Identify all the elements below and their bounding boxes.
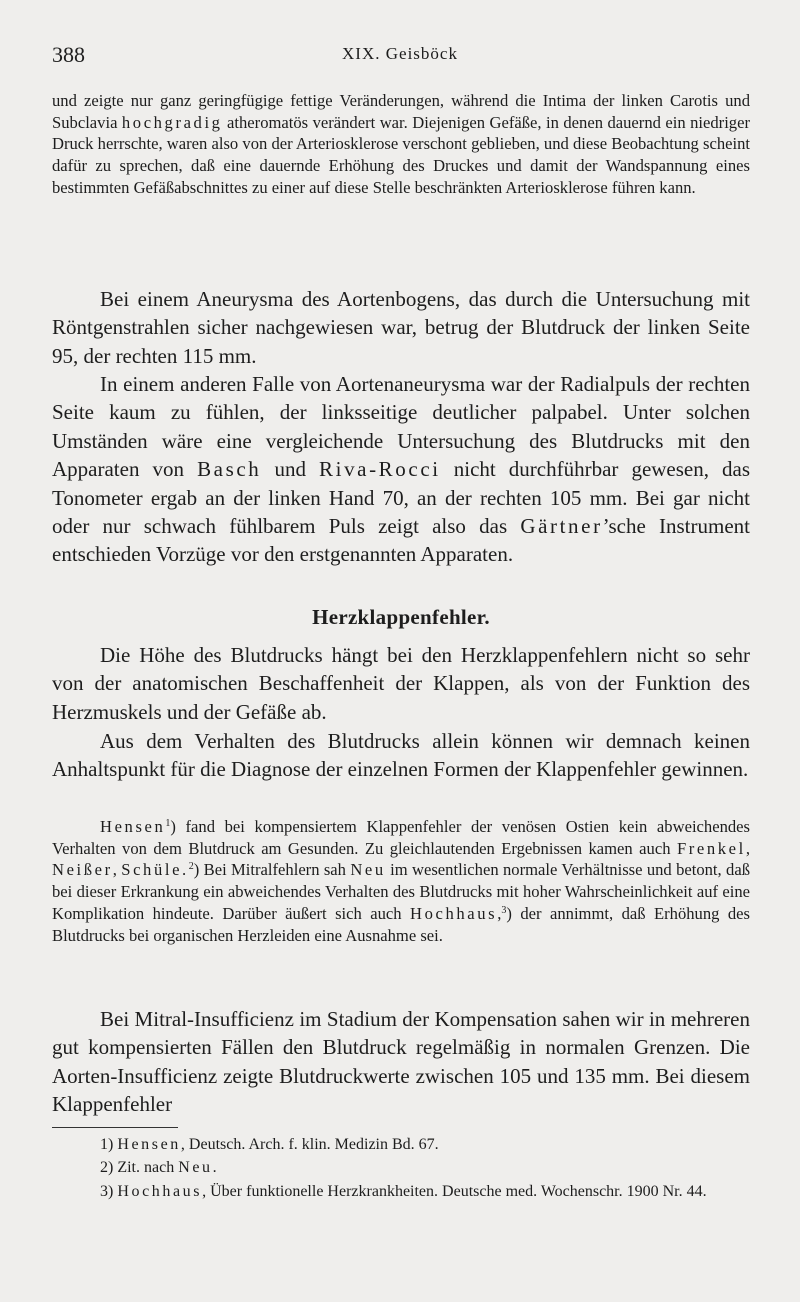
- paragraph-5: Aus dem Verhalten des Blutdrucks allein können wir demnach keinen Anhaltspunkt für die Diagnose der einzelnen Formen der Klappenfehler gewinnen.: [52, 729, 750, 782]
- author-name: Neu: [350, 860, 386, 880]
- author-name: Riva-Rocci: [319, 457, 441, 482]
- author-name: Frenkel: [676, 838, 746, 858]
- author-name: Schüle.: [121, 860, 189, 880]
- running-title: XIX. Geisböck: [342, 44, 458, 63]
- emphasis: hochgradig: [121, 112, 223, 132]
- author-name: Neu: [178, 1159, 213, 1176]
- paragraph-1: und zeigte nur ganz geringfügige fettige Veränderungen, während die Intima der linken Carotis und Subclavia hochgradig atheromatös verändert war. Diejenigen Gefäße, in denen dauernd ein niedriger Druck herrschte, waren also von der Arteriosklerose verschont geblieben, und diese Beobachtung scheint dafür zu sprechen, daß eine dauernde Erhöhung des Druckes und damit der Wandspannung eines bestimmten Gefäßabschnittes zu einer auf diese Stelle beschränkten Arteriosklerose führen kann.: [52, 91, 750, 197]
- paragraph-4: Die Höhe des Blutdrucks hängt bei den Herzklappenfehlern nicht so sehr von der anatomischen Beschaffenheit der Klappen, als von der Funktion des Herzmuskels und der Gefäße ab.: [52, 643, 750, 724]
- paragraph-3: In einem anderen Falle von Aortenaneurysma war der Radialpuls der rechten Seite kaum zu fühlen, der linksseitige deutlicher palpabel. Unter solchen Umständen wäre eine vergleichende Untersuchung des Blutdrucks mit den Apparaten von Basch und Riva-Rocci nicht durchführbar gewesen, das Tonometer ergab an der linken Hand 70, an der rechten 105 mm. Bei gar nicht oder nur schwach fühlbarem Puls zeigt also das Gärtner’sche Instrument entschieden Vorzüge vor den erstgenannten Apparaten.: [52, 372, 751, 567]
- page-header: [52, 42, 748, 74]
- footnote-ref: 1: [165, 818, 171, 829]
- footnote-1: 1) Hensen, Deutsch. Arch. f. klin. Medizin Bd. 67.: [100, 1136, 439, 1153]
- footnote-divider: [52, 1127, 178, 1128]
- author-name: Neißer: [52, 860, 113, 880]
- footnote-2: 2) Zit. nach Neu.: [100, 1159, 217, 1176]
- author-name: Basch: [197, 457, 262, 482]
- author-name: Gärtner: [520, 514, 603, 539]
- section-heading: Herzklappenfehler.: [312, 605, 490, 629]
- paragraph-7: Bei Mitral-Insufficienz im Stadium der Kompensation sahen wir in mehreren gut kompensierten Fällen den Blutdruck regelmäßig in normalen Grenzen. Die Aorten-Insufficienz zeigte Blutdruckwerte zwischen 105 und 135 mm. Bei diesem Klappenfehler: [52, 1007, 750, 1117]
- footnote-ref: 3: [501, 904, 507, 916]
- footnote-ref: 2: [188, 861, 194, 873]
- author-name: Hensen: [117, 1136, 181, 1153]
- author-name: Hochhaus: [410, 903, 498, 923]
- footnote-3: 3) Hochhaus, Über funktionelle Herzkrankheiten. Deutsche med. Wochenschr. 1900 Nr. 44.: [100, 1183, 707, 1200]
- paragraph-6: Hensen$^1$) fand bei kompensiertem Klappenfehler der venösen Ostien kein abweichendes Verhalten von dem Blutdruck am Gesunden. Zu gleichlautenden Ergebnissen kamen auch Frenkel, Neißer, Schüle.$^2$) Bei Mitralfehlern sah Neu im wesentlichen normale Verhältnisse und betont, daß bei dieser Erkrankung ein abweichendes Verhalten des Blutdrucks mit hoher Wahrscheinlichkeit auf eine Komplikation hindeute. Darüber äußert sich auch Hochhaus,$^3$) der annimmt, daß Erhöhung des Blutdrucks bei organischen Herzleiden eine Ausnahme sei.: [52, 817, 750, 945]
- paragraph-2: Bei einem Aneurysma des Aortenbogens, das durch die Untersuchung mit Röntgenstrahlen sicher nachgewiesen war, betrug der Blutdruck der linken Seite 95, der rechten 115 mm.: [52, 287, 750, 368]
- page-number: 388: [52, 42, 85, 67]
- author-name: Hensen: [100, 817, 166, 836]
- author-name: Hochhaus: [117, 1183, 203, 1200]
